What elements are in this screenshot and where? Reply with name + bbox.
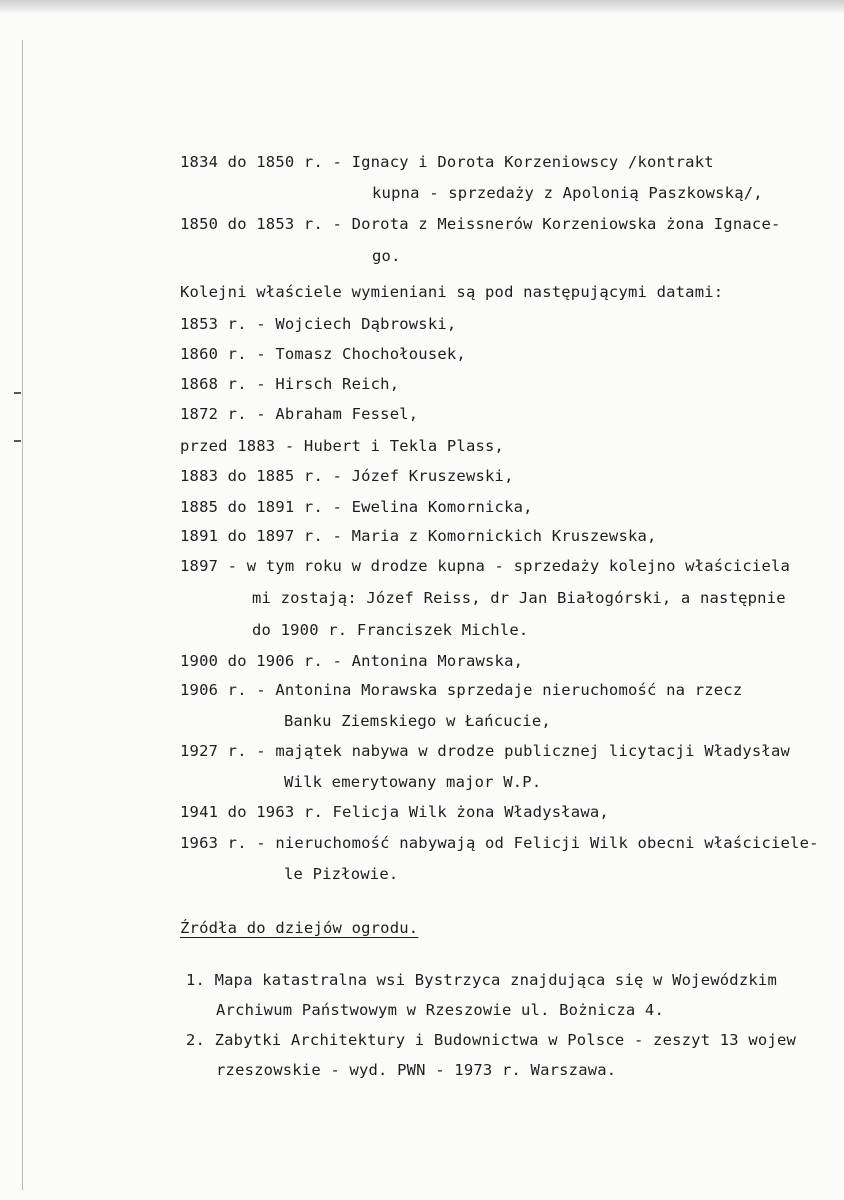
text-line: go. (372, 247, 401, 265)
text-line: 1850 do 1853 r. - Dorota z Meissnerów Korzeniowska żona Ignace- (180, 215, 781, 233)
text-line: przed 1883 - Hubert i Tekla Plass, (180, 437, 505, 455)
text-line: Kolejni właściele wymieniani są pod następującymi datami: (180, 283, 724, 301)
text-line: Wilk emerytowany major W.P. (284, 773, 542, 791)
text-line: rzeszowskie - wyd. PWN - 1973 r. Warszawa. (216, 1061, 617, 1079)
text-line: 1941 do 1963 r. Felicja Wilk żona Władysława, (180, 803, 609, 821)
text-line: 1834 do 1850 r. - Ignacy i Dorota Korzeniowscy /kontrakt (180, 153, 714, 171)
text-line: 1853 r. - Wojciech Dąbrowski, (180, 315, 457, 333)
text-line: 1963 r. - nieruchomość nabywają od Felicji Wilk obecni właściciele- (180, 834, 819, 852)
text-line: Archiwum Państwowym w Rzeszowie ul. Bożnicza 4. (216, 1001, 664, 1019)
text-line: 1868 r. - Hirsch Reich, (180, 375, 400, 393)
text-line: 2. Zabytki Architektury i Budownictwa w Polsce - zeszyt 13 wojew (186, 1031, 797, 1049)
text-line: 1. Mapa katastralna wsi Bystrzyca znajdująca się w Wojewódzkim (186, 971, 777, 989)
text-line: Banku Ziemskiego w Łańcucie, (284, 712, 551, 730)
text-line: 1900 do 1906 r. - Antonina Morawska, (180, 652, 524, 670)
text-line: kupna - sprzedaży z Apolonią Paszkowską/, (372, 184, 763, 202)
text-line: 1860 r. - Tomasz Chochołousek, (180, 345, 466, 363)
text-line: 1897 - w tym roku w drodze kupna - sprzedaży kolejno właściciela (180, 557, 791, 575)
text-line: do 1900 r. Franciszek Michle. (252, 621, 529, 639)
text-line: mi zostają: Józef Reiss, dr Jan Białogórski, a następnie (252, 589, 786, 607)
text-line: 1927 r. - majątek nabywa w drodze publicznej licytacji Władysław (180, 742, 791, 760)
text-line: 1885 do 1891 r. - Ewelina Komornicka, (180, 498, 533, 516)
text-line: 1906 r. - Antonina Morawska sprzedaje nieruchomość na rzecz (180, 681, 743, 699)
text-line: le Pizłowie. (284, 865, 399, 883)
section-heading: Źródła do dziejów ogrodu. (180, 919, 419, 937)
text-line: 1891 do 1897 r. - Maria z Komornickich Kruszewska, (180, 527, 657, 545)
text-line: 1872 r. - Abraham Fessel, (180, 405, 419, 423)
text-line: 1883 do 1885 r. - Józef Kruszewski, (180, 467, 514, 485)
